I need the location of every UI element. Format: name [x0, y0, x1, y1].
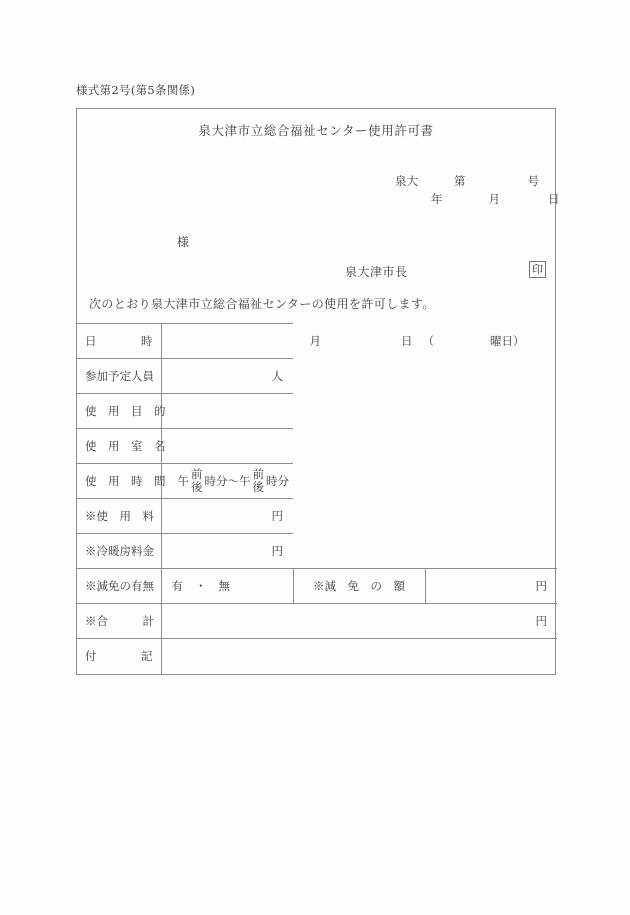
table-row	[77, 429, 557, 464]
row-value-hvacfee[interactable]	[161, 534, 293, 569]
table-row	[77, 534, 557, 569]
document-number-suffix: 号	[527, 174, 539, 188]
row-value-total[interactable]	[161, 604, 557, 639]
row-label-participants: 参加予定人員	[77, 359, 161, 394]
table-row	[77, 604, 557, 639]
date-paren-open: （	[422, 334, 434, 348]
table-row	[77, 324, 557, 359]
table-row	[77, 394, 557, 429]
seal-stamp-box: 印	[529, 261, 546, 278]
reduction-choice	[172, 579, 231, 593]
reduction-choice-separator: ・	[195, 579, 207, 593]
table-row	[77, 639, 557, 674]
row-label-hvacfee: ※冷暖房料金	[77, 534, 161, 569]
table-row	[77, 499, 557, 534]
document-frame	[76, 108, 560, 675]
row-label-reduction-amount: ※減 免 の 額	[293, 569, 425, 604]
reduction-choice-cell[interactable]	[161, 569, 293, 604]
am-label-start: 前	[191, 467, 203, 481]
row-value-usagefee[interactable]	[161, 499, 293, 534]
permission-statement: 次のとおり泉大津市立総合福祉センターの使用を許可します。	[89, 297, 435, 311]
time-gogo-end: 午	[239, 474, 251, 488]
date-month-label: 月	[488, 192, 500, 206]
time-fill-line	[172, 467, 289, 494]
row-label-reduction-flag: ※減免の有無	[77, 569, 161, 604]
document-number-label: 第	[454, 174, 466, 188]
row-value-roomname[interactable]	[161, 429, 293, 464]
date-day-token: 日	[401, 334, 413, 348]
document-header	[77, 109, 560, 323]
table-row	[77, 359, 557, 394]
row-label-notes: 付 記	[77, 639, 161, 674]
unit-yen: 円	[271, 509, 283, 523]
am-label-end: 前	[252, 467, 264, 481]
ampm-selector-end[interactable]	[253, 468, 265, 494]
row-label-datetime: 日 時	[77, 324, 161, 359]
row-value-usagetime[interactable]	[161, 464, 293, 499]
document-number-block	[395, 172, 560, 208]
date-weekday-token: 曜日）	[490, 334, 525, 348]
row-label-purpose: 使 用 目 的	[77, 394, 161, 429]
document-number-line	[395, 172, 560, 190]
date-fill-line	[172, 334, 525, 348]
date-year-label: 年	[431, 192, 443, 206]
reduction-yes-option[interactable]: 有	[171, 579, 183, 593]
addressee-honorific: 様	[177, 235, 190, 249]
row-label-usagetime: 使 用 時 間	[77, 464, 161, 499]
unit-yen: 円	[535, 579, 547, 593]
reduction-no-option[interactable]: 無	[218, 579, 230, 593]
unit-yen: 円	[271, 544, 283, 558]
row-label-roomname: 使 用 室 名	[77, 429, 161, 464]
document-date-line	[395, 190, 560, 208]
table-row	[77, 569, 557, 604]
permit-details-table	[77, 323, 557, 674]
document-number-prefix: 泉大	[395, 174, 418, 188]
issuer-name: 泉大津市長	[345, 265, 408, 279]
ampm-selector-start[interactable]	[191, 468, 203, 494]
pm-label-start: 後	[191, 480, 203, 494]
row-value-notes[interactable]	[161, 639, 557, 674]
form-number: 様式第2号(第5条関係)	[76, 83, 196, 97]
minute-label-start: 分	[216, 474, 228, 488]
table-row	[77, 464, 557, 499]
page-title: 泉大津市立総合福祉センター使用許可書	[198, 123, 434, 138]
hour-label-start: 時	[204, 474, 216, 488]
date-day-label: 日	[548, 192, 560, 206]
row-label-usagefee: ※使 用 料	[77, 499, 161, 534]
row-value-participants[interactable]	[161, 359, 293, 394]
unit-yen: 円	[535, 614, 547, 628]
pm-label-end: 後	[252, 480, 264, 494]
row-value-datetime[interactable]	[161, 324, 525, 359]
unit-people: 人	[271, 369, 283, 383]
hour-label-end: 時	[266, 474, 278, 488]
time-range-tilde: ～	[227, 474, 239, 488]
minute-label-end: 分	[277, 474, 289, 488]
date-month-token: 月	[309, 334, 321, 348]
row-value-reduction-amount[interactable]	[425, 569, 557, 604]
row-value-purpose[interactable]	[161, 394, 293, 429]
row-label-total: ※合 計	[77, 604, 161, 639]
time-gogo-start: 午	[177, 474, 189, 488]
